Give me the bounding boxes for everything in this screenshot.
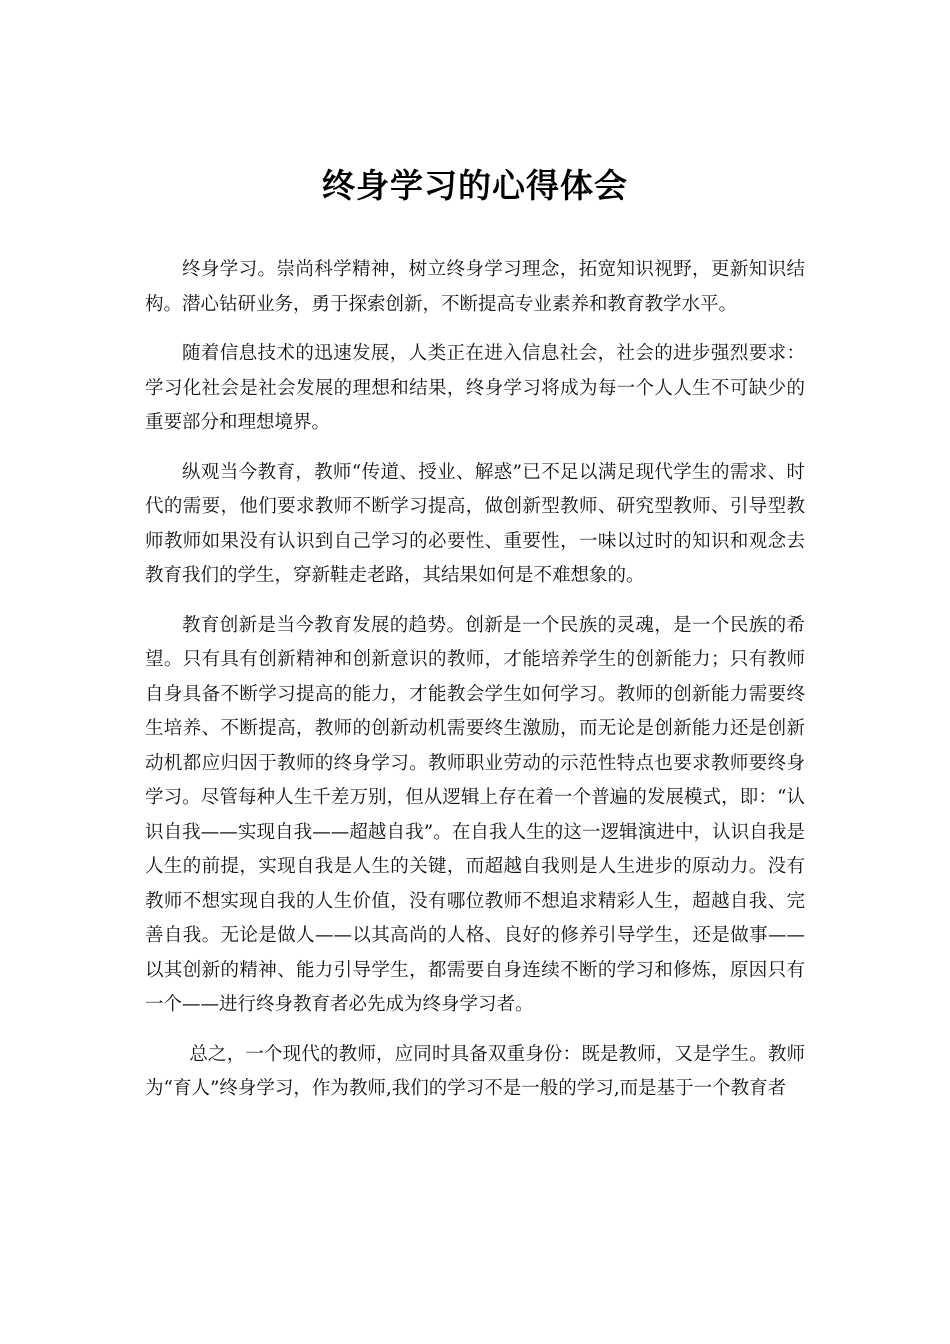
paragraph-1: 终身学习。崇尚科学精神，树立终身学习理念，拓宽知识视野，更新知识结构。潜心钻研业务，勇于探索创新，不断提高专业素养和教育教学水平。 (145, 259, 805, 315)
paragraph-4: 教育创新是当今教育发展的趋势。创新是一个民族的灵魂，是一个民族的希望。只有具有创新精神和创新意识的教师，才能培养学生的创新能力；只有教师自身具备不断学习提高的能力，才能教会学生如何学习。教师的创新能力需要终生培养、不断提高，教师的创新动机需要终生激励，而无论是创新能力还是创新动机都应归因于教师的终身学习。教师职业劳动的示范性特点也要求教师要终身学习。尽管每种人生千差万别，但从逻辑上存在着一个普遍的发展模式，即：“认识自我——实现自我——超越自我”。在自我人生的这一逻辑演进中，认识自我是人生的前提，实现自我是人生的关键，而超越自我则是人生进步的原动力。没有教师不想实现自我的人生价值，没有哪位教师不想追求精彩人生，超越自我、完善自我。无论是做人——以其高尚的人格、良好的修养引导学生，还是做事——以其创新的精神、能力引导学生，都需要自身连续不断的学习和修炼，原因只有一个——进行终身教育者必先成为终身学习者。 (145, 614, 805, 1015)
paragraph-3: 纵观当今教育，教师“传道、授业、解惑”已不足以满足现代学生的需求、时代的需要，他们要求教师不断学习提高，做创新型教师、研究型教师、引导型教师教师如果没有认识到自己学习的必要性、重要性，一味以过时的知识和观念去教育我们的学生，穿新鞋走老路，其结果如何是不难想象的。 (145, 461, 805, 586)
document-title: 终身学习的心得体会 (322, 166, 628, 205)
paragraph-2: 随着信息技术的迅速发展，人类正在进入信息社会，社会的进步强烈要求：学习化社会是社会发展的理想和结果，终身学习将成为每一个人人生不可缺少的重要部分和理想境界。 (145, 343, 805, 433)
paragraph-5: 总之，一个现代的教师，应同时具备双重身份：既是教师，又是学生。教师为“育人”终身学习，作为教师,我们的学习不是一般的学习,而是基于一个教育者 (145, 1043, 805, 1099)
document-body (145, 253, 805, 1122)
